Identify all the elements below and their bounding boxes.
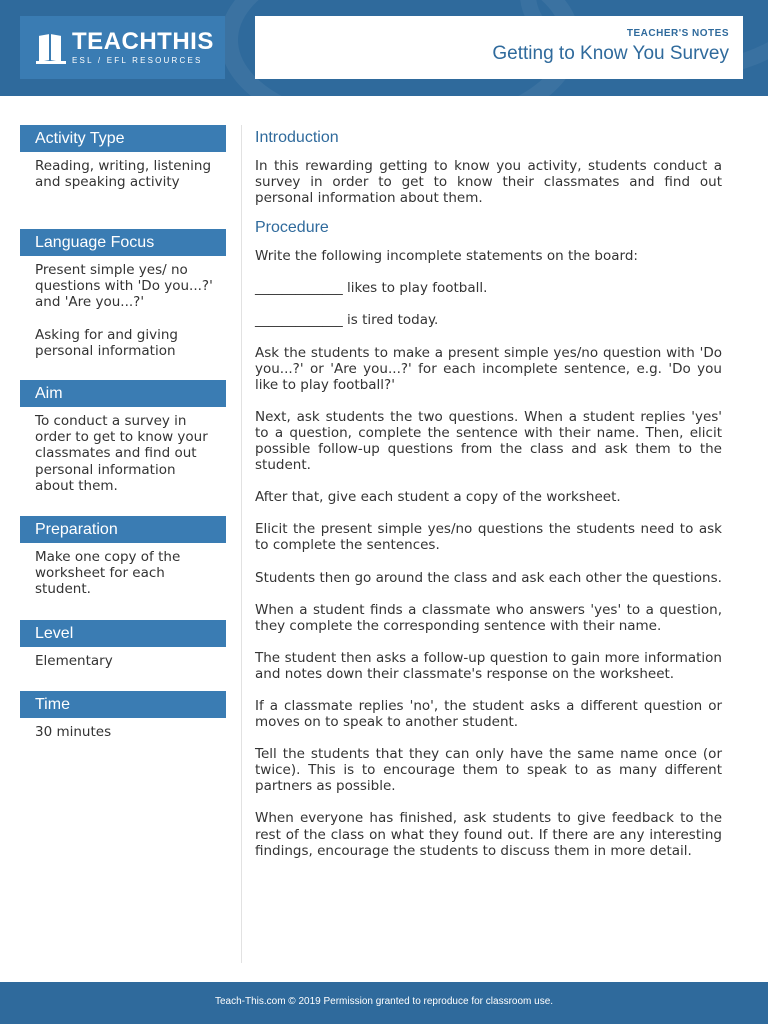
- section-text: 30 minutes: [35, 724, 112, 740]
- procedure-paragraph: _____________ likes to play football.: [255, 280, 488, 297]
- logo-title: TEACHTHIS: [72, 27, 214, 55]
- section-heading: Time: [20, 691, 226, 718]
- procedure-paragraph: If a classmate replies 'no', the student asks a different question or moves on to speak to another student.: [255, 697, 722, 731]
- procedure-paragraph: Tell the students that they can only have the same name once (or twice). This is to encourage them to speak to as many different partners as possible.: [255, 746, 722, 795]
- sidebar: [20, 125, 226, 740]
- level-section: [20, 620, 226, 691]
- teachthis-logo[interactable]: [20, 16, 225, 79]
- title-kicker: TEACHER'S NOTES: [626, 28, 729, 39]
- aim-section: [20, 380, 226, 516]
- section-heading: Aim: [20, 380, 226, 407]
- section-text: Asking for and giving personal information: [35, 326, 178, 359]
- preparation-section: [20, 516, 226, 620]
- section-heading: Activity Type: [20, 125, 226, 152]
- book-icon: [36, 31, 66, 65]
- section-text: Elementary: [35, 653, 113, 669]
- procedure-paragraph: When a student finds a classmate who answers 'yes' to a question, they complete the corresponding sentence with their name.: [255, 601, 722, 634]
- procedure-paragraph: Write the following incomplete statements on the board:: [255, 248, 638, 265]
- section-heading: Level: [20, 620, 226, 647]
- column-divider: [241, 125, 242, 963]
- time-section: [20, 691, 226, 740]
- page-footer: [0, 982, 768, 1024]
- procedure-paragraph: Elicit the present simple yes/no questions the students need to ask to complete the sentences.: [255, 521, 722, 554]
- main-content: [255, 128, 722, 859]
- procedure-paragraph: Ask the students to make a present simple yes/no question with 'Do you...?' or 'Are you...?' for each incomplete sentence, e.g. 'Do you like to play football?': [255, 344, 722, 393]
- page-header: [0, 0, 768, 96]
- procedure-paragraph: _____________ is tired today.: [255, 312, 439, 329]
- section-heading: Language Focus: [20, 229, 226, 256]
- section-text: Reading, writing, listening and speaking activity: [35, 158, 212, 191]
- procedure-paragraph: When everyone has finished, ask students to give feedback to the rest of the class on what they found out. If there are any interesting findings, encourage the students to discuss them in more detail.: [255, 810, 722, 859]
- section-heading: Preparation: [20, 516, 226, 543]
- logo-subtitle: ESL / EFL RESOURCES: [72, 55, 203, 65]
- introduction-heading: Introduction: [255, 129, 339, 146]
- activity-type-section: [20, 125, 226, 229]
- footer-text: Teach-This.com © 2019 Permission granted to reproduce for classroom use.: [214, 996, 554, 1007]
- introduction-text: In this rewarding getting to know you activity, students conduct a survey in order to get to know their classmates and find out personal information about them.: [255, 158, 722, 207]
- section-text: Present simple yes/ no questions with 'Do you...?' and 'Are you...?': [35, 262, 213, 311]
- procedure-paragraph: After that, give each student a copy of the worksheet.: [255, 489, 621, 506]
- procedure-paragraph: Students then go around the class and ask each other the questions.: [255, 569, 722, 586]
- procedure-heading: Procedure: [255, 219, 329, 237]
- language-focus-section: [20, 229, 226, 380]
- title-box: [255, 16, 743, 79]
- procedure-paragraph: The student then asks a follow-up question to gain more information and notes down their classmate's response on the worksheet.: [255, 649, 722, 682]
- section-text: Make one copy of the worksheet for each student.: [35, 549, 181, 598]
- page-title: Getting to Know You Survey: [492, 43, 729, 64]
- procedure-paragraph: Next, ask students the two questions. When a student replies 'yes' to a question, complete the sentence with their name. Then, elicit possible follow-up questions from the class and ask them to the student.: [255, 408, 722, 474]
- section-text: To conduct a survey in order to get to know your classmates and find out personal information about them.: [35, 413, 208, 494]
